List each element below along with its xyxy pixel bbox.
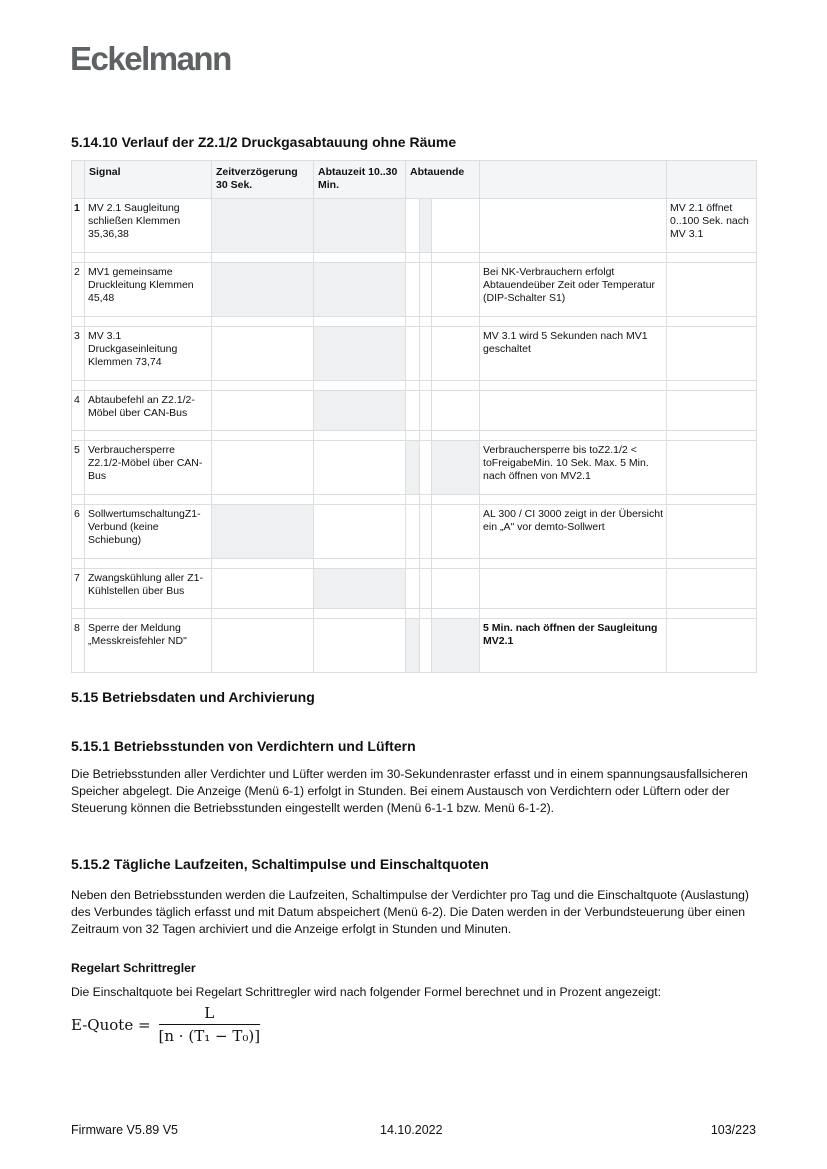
defrost-end-cell — [406, 505, 420, 559]
row-signal: Zwangskühlung aller Z1-Kühlstellen über Bus — [85, 569, 212, 609]
table-row — [72, 199, 757, 253]
row-number: 8 — [72, 619, 85, 673]
defrost-time-cell — [314, 263, 406, 317]
col-defrost-end: Abtauende — [406, 161, 480, 199]
section-heading: 5.15 Betriebsdaten und Archivierung — [71, 689, 315, 705]
row-note: AL 300 / CI 3000 zeigt in der Übersicht ein „A" vor demto-Sollwert — [480, 505, 667, 559]
row-note: MV 3.1 wird 5 Sekunden nach MV1 geschaltet — [480, 327, 667, 381]
formula-denominator: [n · (T₁ − T₀)] — [158, 1027, 261, 1045]
col-signal: Signal — [85, 161, 212, 199]
row-number: 1 — [72, 199, 85, 253]
defrost-end-cell — [406, 199, 420, 253]
defrost-time-cell — [314, 569, 406, 609]
defrost-time-cell — [314, 505, 406, 559]
row-extra — [667, 391, 757, 431]
defrost-time-cell — [314, 441, 406, 495]
defrost-end-cell — [420, 199, 432, 253]
formula-lhs: E-Quote = — [71, 1015, 151, 1034]
defrost-end-cell — [432, 263, 480, 317]
row-number: 7 — [72, 569, 85, 609]
defrost-end-cell — [432, 327, 480, 381]
row-number: 6 — [72, 505, 85, 559]
row-extra: MV 2.1 öffnet 0..100 Sek. nach MV 3.1 — [667, 199, 757, 253]
row-number: 2 — [72, 263, 85, 317]
table-row — [72, 263, 757, 317]
row-extra — [667, 327, 757, 381]
paragraph: Die Betriebsstunden aller Verdichter und Lüfter werden im 30-Sekundenraster erfasst und in einem spannungsausfallsicheren Speicher abgelegt. Die Anzeige (Menü 6-1) erfolgt in Stunden. Bei einem Austausch von Verdichtern oder Lüftern oder der Steuerung können die Betriebsstunden eingestellt werden (Menü 6-1-1 bzw. Menü 6-1-2). — [71, 767, 748, 815]
delay-cell — [212, 263, 314, 317]
defrost-end-cell — [406, 391, 420, 431]
table-row — [72, 619, 757, 673]
eckelmann-logo: Eckelmann — [70, 40, 231, 77]
defrost-sequence-table — [71, 160, 757, 673]
spacer-row — [72, 609, 757, 619]
defrost-end-cell — [420, 619, 432, 673]
row-note: Bei NK-Verbrauchern erfolgt Abtauendeüber Zeit oder Temperatur (DIP-Schalter S1) — [480, 263, 667, 317]
table-row — [72, 505, 757, 559]
row-number: 4 — [72, 391, 85, 431]
defrost-end-cell — [420, 441, 432, 495]
row-extra — [667, 441, 757, 495]
row-number: 3 — [72, 327, 85, 381]
defrost-end-cell — [420, 569, 432, 609]
delay-cell — [212, 441, 314, 495]
row-note — [480, 391, 667, 431]
defrost-time-cell — [314, 391, 406, 431]
col-delay: Zeitverzögerung 30 Sek. — [212, 161, 314, 199]
defrost-time-cell — [314, 327, 406, 381]
row-signal: Abtaubefehl an Z2.1/2-Möbel über CAN-Bus — [85, 391, 212, 431]
footer-page: 103/223 — [710, 1123, 756, 1137]
defrost-end-cell — [406, 619, 420, 673]
defrost-end-cell — [432, 619, 480, 673]
table-header — [72, 161, 757, 199]
delay-cell — [212, 619, 314, 673]
table-row — [72, 569, 757, 609]
defrost-time-cell — [314, 199, 406, 253]
subheading: Regelart Schrittregler — [71, 961, 196, 975]
section-heading: 5.15.1 Betriebsstunden von Verdichtern und Lüftern — [71, 738, 416, 754]
defrost-end-cell — [420, 391, 432, 431]
formula — [71, 1004, 260, 1045]
row-signal: SollwertumschaltungZ1-Verbund (keine Schiebung) — [85, 505, 212, 559]
defrost-end-cell — [406, 327, 420, 381]
row-extra — [667, 619, 757, 673]
defrost-end-cell — [432, 505, 480, 559]
defrost-end-cell — [420, 505, 432, 559]
defrost-time-cell — [314, 619, 406, 673]
row-note — [480, 199, 667, 253]
footer-firmware: Firmware V5.89 V5 — [71, 1123, 178, 1137]
defrost-end-cell — [406, 569, 420, 609]
table-row — [72, 327, 757, 381]
defrost-end-cell — [420, 263, 432, 317]
defrost-end-cell — [432, 199, 480, 253]
table-row — [72, 441, 757, 495]
section-heading: 5.15.2 Tägliche Laufzeiten, Schaltimpulse und Einschaltquoten — [71, 856, 489, 872]
spacer-row — [72, 559, 757, 569]
row-extra — [667, 505, 757, 559]
spacer-row — [72, 495, 757, 505]
delay-cell — [212, 199, 314, 253]
paragraph: Die Einschaltquote bei Regelart Schrittregler wird nach folgender Formel berechnet und in Prozent angezeigt: — [71, 985, 662, 999]
row-signal: MV 2.1 Saugleitung schließen Klemmen 35,36,38 — [85, 199, 212, 253]
paragraph: Neben den Betriebsstunden werden die Laufzeiten, Schaltimpulse der Verdichter pro Tag und die Einschaltquote (Auslastung) des Verbundes täglich erfasst und mit Datum abspeichert (Menü 6-2). Die Daten werden in der Verbundsteuerung über einen Zeitraum von 32 Tagen archiviert und die Anzeige erfolgt in Stunden und Minuten. — [71, 888, 749, 936]
formula-numerator: L — [159, 1004, 261, 1025]
defrost-end-cell — [406, 263, 420, 317]
spacer-row — [72, 253, 757, 263]
delay-cell — [212, 391, 314, 431]
spacer-row — [72, 317, 757, 327]
delay-cell — [212, 505, 314, 559]
row-extra — [667, 569, 757, 609]
defrost-end-cell — [432, 391, 480, 431]
delay-cell — [212, 569, 314, 609]
col-defrost-time: Abtauzeit 10..30 Min. — [314, 161, 406, 199]
footer-date: 14.10.2022 — [380, 1123, 443, 1137]
row-signal: Sperre der Meldung „Messkreisfehler ND" — [85, 619, 212, 673]
spacer-row — [72, 381, 757, 391]
row-number: 5 — [72, 441, 85, 495]
section-heading: 5.14.10 Verlauf der Z2.1/2 Druckgasabtauung ohne Räume — [71, 134, 457, 150]
defrost-end-cell — [406, 441, 420, 495]
row-extra — [667, 263, 757, 317]
row-note — [480, 569, 667, 609]
spacer-row — [72, 431, 757, 441]
defrost-end-cell — [420, 327, 432, 381]
table-row — [72, 391, 757, 431]
row-note: 5 Min. nach öffnen der Saugleitung MV2.1 — [480, 619, 667, 673]
row-signal: Verbrauchersperre Z2.1/2-Möbel über CAN-Bus — [85, 441, 212, 495]
defrost-end-cell — [432, 569, 480, 609]
delay-cell — [212, 327, 314, 381]
row-signal: MV1 gemeinsame Druckleitung Klemmen 45,48 — [85, 263, 212, 317]
row-note: Verbrauchersperre bis toZ2.1/2 < toFreigabeMin. 10 Sek. Max. 5 Min. nach öffnen von MV2.1 — [480, 441, 667, 495]
defrost-end-cell — [432, 441, 480, 495]
row-signal: MV 3.1 Druckgaseinleitung Klemmen 73,74 — [85, 327, 212, 381]
